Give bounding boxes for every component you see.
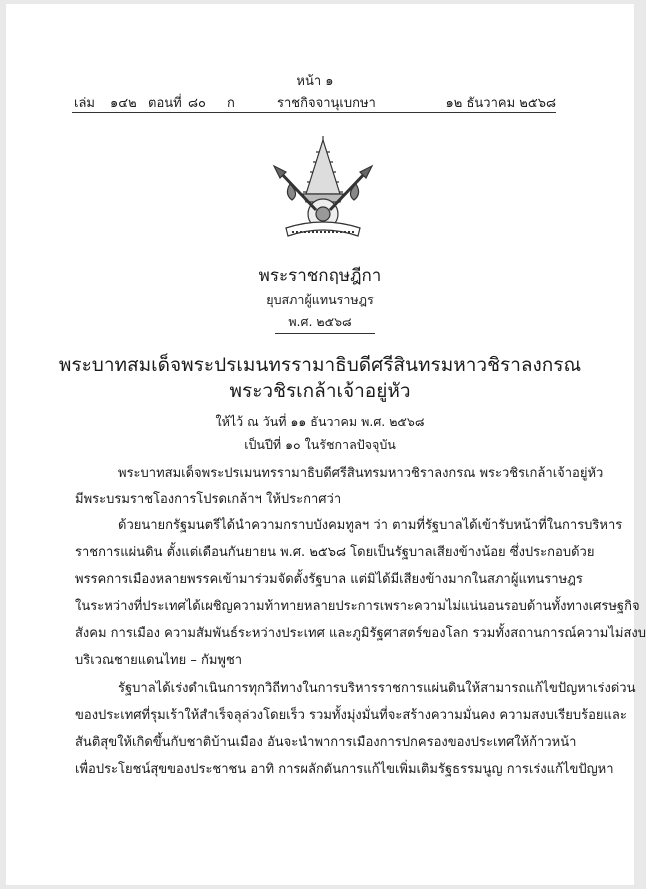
royal-emblem-icon [268, 132, 378, 244]
body-line: พรรคการเมืองหลายพรรคเข้ามาร่วมจัดตั้งรัฐบาล แต่มิได้มีเสียงข้างมากในสภาผู้แทนราษฎร [75, 572, 583, 587]
body-line: ในระหว่างที่ประเทศได้เผชิญความท้าทายหลายประการเพราะความไม่แน่นอนรอบด้านทั้งทางเศรษฐกิจ [75, 599, 640, 614]
king-name-line-2: พระวชิรเกล้าเจ้าอยู่หัว [229, 380, 411, 402]
body-line: มีพระบรมราชโองการโปรดเกล้าฯ ให้ประกาศว่า [75, 492, 342, 507]
section-label: ตอนที่ [148, 96, 182, 111]
header-rule [72, 112, 556, 113]
section-letter: ก [227, 96, 235, 111]
body-line: สังคม การเมือง ความสัมพันธ์ระหว่างประเทศ และภูมิรัฐศาสตร์ของโลก รวมทั้งสถานการณ์ความไม่สงบ [75, 626, 646, 641]
body-line: ของประเทศที่รุมเร้าให้สำเร็จลุล่วงโดยเร็ว รวมทั้งมุ่งมั่นที่จะสร้างความมั่นคง ความสงบเรียบร้อยและ [75, 708, 627, 723]
body-line: สันติสุขให้เกิดขึ้นกับชาติบ้านเมือง อันจะนำพาการเมืองการปกครองของประเทศให้ก้าวหน้า [75, 735, 577, 750]
title-rule [275, 333, 375, 334]
volume-number: ๑๔๒ [110, 96, 137, 111]
decree-title: พระราชกฤษฎีกา [258, 266, 382, 286]
body-line: บริเวณชายแดนไทย – กัมพูชา [75, 653, 243, 668]
body-line: ราชการแผ่นดิน ตั้งแต่เดือนกันยายน พ.ศ. ๒๕๖๘ โดยเป็นรัฐบาลเสียงข้างน้อย ซึ่งประกอบด้วย [75, 545, 595, 560]
gazette-page [6, 4, 646, 885]
gazette-name: ราชกิจจานุเบกษา [277, 96, 376, 111]
section-number: ๘๐ [188, 96, 206, 111]
issue-date: ๑๒ ธันวาคม ๒๕๖๘ [445, 96, 556, 111]
page-number: หน้า ๑ [296, 74, 334, 89]
reign-year: เป็นปีที่ ๑๐ ในรัชกาลปัจจุบัน [244, 437, 396, 452]
given-date: ให้ไว้ ณ วันที่ ๑๑ ธันวาคม พ.ศ. ๒๕๖๘ [215, 414, 425, 429]
body-line: ด้วยนายกรัฐมนตรีได้นำความกราบบังคมทูลฯ ว่า ตามที่รัฐบาลได้เข้ารับหน้าที่ในการบริหาร [118, 518, 623, 533]
decree-subject: ยุบสภาผู้แทนราษฎร [266, 292, 374, 307]
decree-year: พ.ศ. ๒๕๖๘ [288, 314, 352, 329]
volume-label: เล่ม [74, 96, 95, 111]
body-line: เพื่อประโยชน์สุขของประชาชน อาทิ การผลักดันการแก้ไขเพิ่มเติมรัฐธรรมนูญ การเร่งแก้ไขปัญหา [75, 762, 614, 777]
king-name-line-1: พระบาทสมเด็จพระปรเมนทรรามาธิบดีศรีสินทรมหาวชิราลงกรณ [58, 354, 582, 376]
body-line: รัฐบาลได้เร่งดำเนินการทุกวิถีทางในการบริหารราชการแผ่นดินให้สามารถแก้ไขปัญหาเร่งด่วน [118, 681, 636, 696]
body-line: พระบาทสมเด็จพระปรเมนทรรามาธิบดีศรีสินทรมหาวชิราลงกรณ พระวชิรเกล้าเจ้าอยู่หัว [118, 466, 604, 481]
